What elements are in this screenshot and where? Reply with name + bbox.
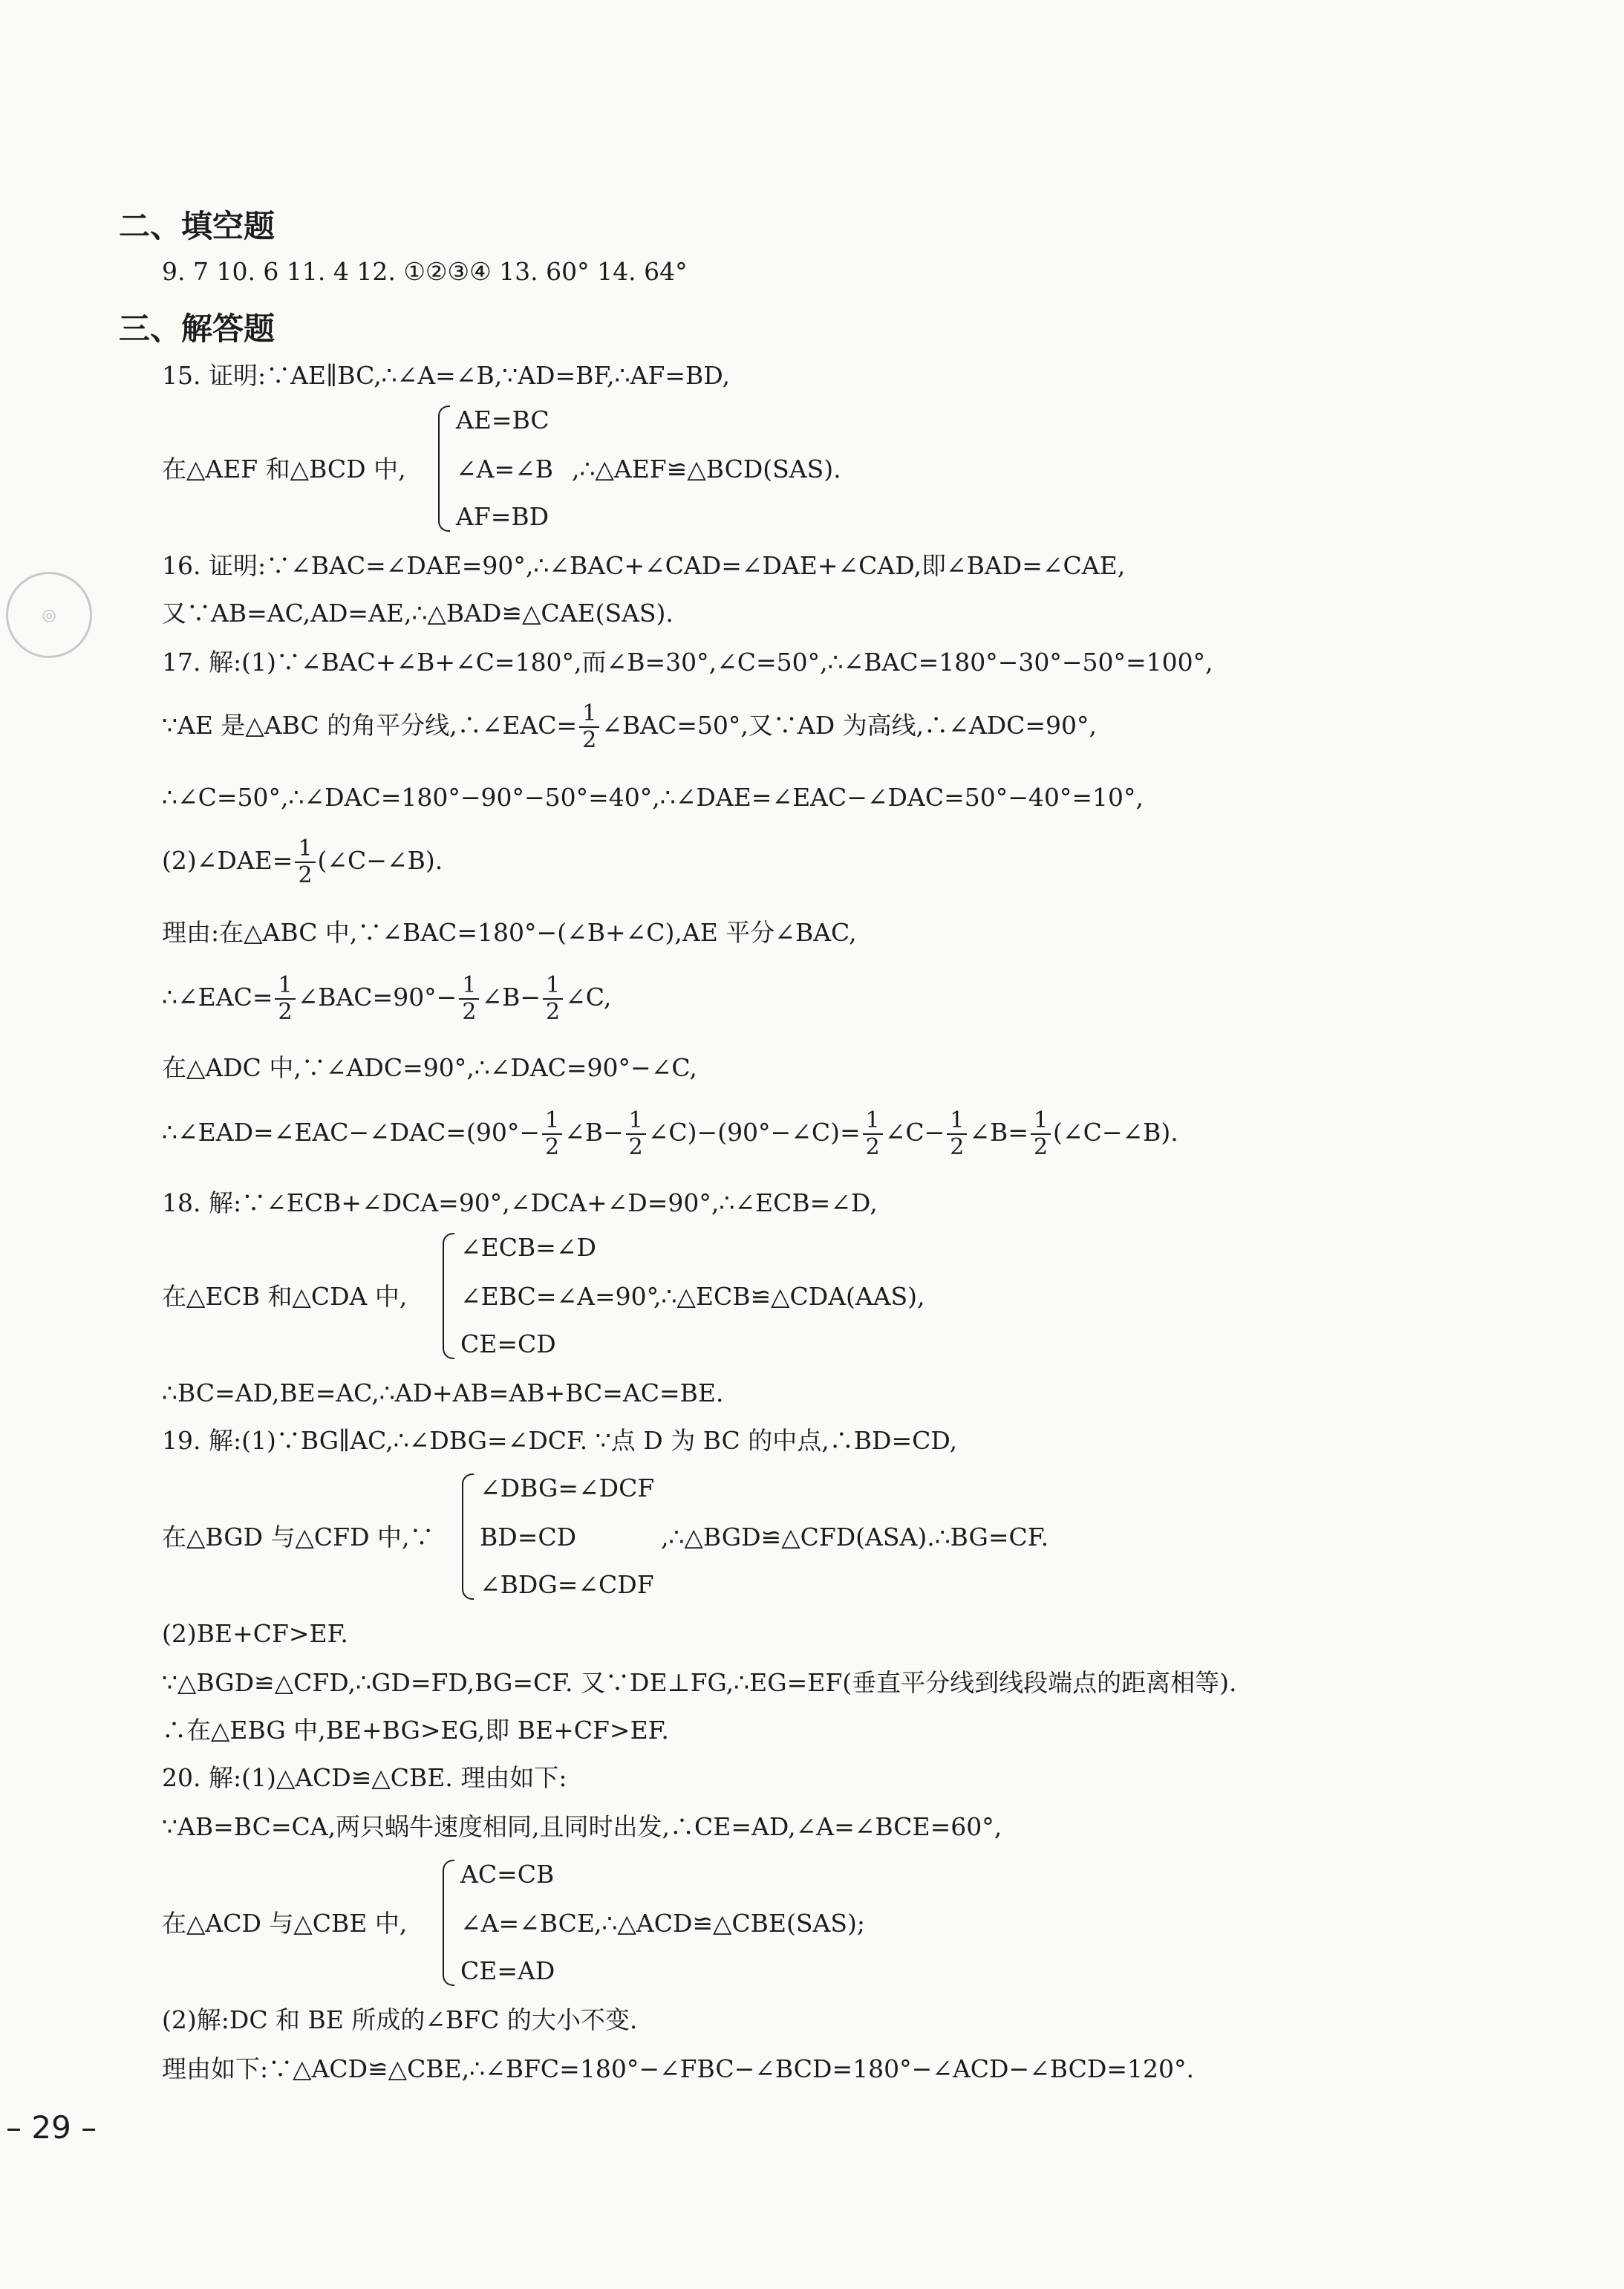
p17-line-5: 理由:在△ABC 中,∵∠BAC=180°−(∠B+∠C),AE 平分∠BAC, xyxy=(162,918,857,947)
p18-system-row: ∠EBC=∠A=90° xyxy=(460,1282,659,1311)
section-heading-fill-in: 二、填空题 xyxy=(119,208,275,244)
p17-line-7: 在△ADC 中,∵∠ADC=90°,∴∠DAC=90°−∠C, xyxy=(162,1053,697,1082)
p17-line-4 xyxy=(162,836,443,888)
fraction-half: $\frac{1}{2}$ xyxy=(863,1108,883,1160)
fraction-half: $\frac{1}{2}$ xyxy=(1031,1108,1051,1160)
p19-system-row: ∠BDG=∠CDF xyxy=(480,1570,654,1599)
p19-line-1: 19. 解:(1)∵BG∥AC,∴∠DBG=∠DCF. ∵点 D 为 BC 的中点,∴BD=CD, xyxy=(162,1426,958,1455)
p19-line-4: ∴在△EBG 中,BE+BG>EG,即 BE+CF>EF. xyxy=(162,1716,669,1745)
fraction-half: $\frac{1}{2}$ xyxy=(295,836,315,888)
p20-line-3: (2)解:DC 和 BE 所成的∠BFC 的大小不变. xyxy=(162,2005,638,2034)
p17-line-1: 17. 解:(1)∵∠BAC+∠B+∠C=180°,而∠B=30°,∠C=50°,∴∠BAC=180°−30°−50°=100°, xyxy=(162,648,1213,677)
p18-system-row: ∠ECB=∠D xyxy=(460,1233,596,1262)
p15-system-row: ∠A=∠B xyxy=(456,455,554,483)
p19-conclusion: ,∴△BGD≌△CFD(ASA).∴BG=CF. xyxy=(661,1523,1049,1551)
p19-system-intro: 在△BGD 与△CFD 中,∵ xyxy=(162,1523,434,1551)
p20-line-4: 理由如下:∵△ACD≌△CBE,∴∠BFC=180°−∠FBC−∠BCD=180°−∠ACD−∠BCD=120°. xyxy=(162,2054,1194,2083)
p18-line-1: 18. 解:∵∠ECB+∠DCA=90°,∠DCA+∠D=90°,∴∠ECB=∠D, xyxy=(162,1188,878,1217)
watermark-stamp: ◎ xyxy=(0,564,100,666)
p16-line-2: 又∵AB=AC,AD=AE,∴△BAD≌△CAE(SAS). xyxy=(162,599,674,628)
p18-system-intro: 在△ECB 和△CDA 中, xyxy=(162,1282,408,1311)
p15-system-row: AE=BC xyxy=(456,406,550,434)
p20-system-intro: 在△ACD 与△CBE 中, xyxy=(162,1909,408,1938)
p20-line-2: ∵AB=BC=CA,两只蜗牛速度相同,且同时出发,∴CE=AD,∠A=∠BCE=60°, xyxy=(162,1812,1002,1841)
fraction-half: $\frac{1}{2}$ xyxy=(542,1108,562,1160)
p20-system-row: ∠A=∠BCE xyxy=(460,1909,595,1938)
p17-text: (∠C−∠B). xyxy=(317,846,443,875)
p17-text: ∵AE 是△ABC 的角平分线,∴∠EAC= xyxy=(162,711,578,740)
fraction-half: $\frac{1}{2}$ xyxy=(275,973,295,1025)
p19-line-3: ∵△BGD≌△CFD,∴GD=FD,BG=CF. 又∵DE⊥FG,∴EG=EF(垂直平分线到线段端点的距离相等). xyxy=(162,1668,1237,1697)
p15-system-row: AF=BD xyxy=(456,502,550,531)
fraction-half: $\frac{1}{2}$ xyxy=(543,973,563,1025)
p17-line-2 xyxy=(162,701,1097,753)
fraction-half: $\frac{1}{2}$ xyxy=(626,1108,646,1160)
p15-line-1: 15. 证明:∵AE∥BC,∴∠A=∠B,∵AD=BF,∴AF=BD, xyxy=(162,361,731,390)
p18-line-2: ∴BC=AD,BE=AC,∴AD+AB=AB+BC=AC=BE. xyxy=(162,1378,724,1407)
p20-conclusion: ,∴△ACD≌△CBE(SAS); xyxy=(594,1909,865,1938)
p20-system-row: CE=AD xyxy=(460,1956,555,1985)
p17-line-6: ∴∠EAC= $\frac{1}{2}$ ∠BAC=90°− $\frac{1}{2}$ ∠B− $\frac{1}{2}$ ∠C, xyxy=(162,972,612,1025)
p17-line-3: ∴∠C=50°,∴∠DAC=180°−90°−50°=40°,∴∠DAE=∠EAC−∠DAC=50°−40°=10°, xyxy=(162,783,1144,812)
p18-system-row: CE=CD xyxy=(460,1329,556,1358)
p20-line-1: 20. 解:(1)△ACD≌△CBE. 理由如下: xyxy=(162,1763,567,1792)
p18-conclusion: ,∴△ECB≌△CDA(AAS), xyxy=(653,1282,925,1311)
fraction-half: $\frac{1}{2}$ xyxy=(947,1108,967,1160)
fill-in-answers: 9. 7 10. 6 11. 4 12. ①②③④ 13. 60° 14. 64° xyxy=(162,257,688,286)
p19-system-row: ∠DBG=∠DCF xyxy=(480,1474,655,1502)
fraction-half: $\frac{1}{2}$ xyxy=(579,701,599,753)
p17-text: (2)∠DAE= xyxy=(162,846,293,875)
p15-conclusion: ,∴△AEF≌△BCD(SAS). xyxy=(572,455,841,483)
p15-system-intro: 在△AEF 和△BCD 中, xyxy=(162,455,406,483)
p17-line-8: ∴∠EAD=∠EAC−∠DAC=(90°− $\frac{1}{2}$ ∠B− $\frac{1}{2}$ ∠C)−(90°−∠C)= $\frac{1}{2}$ ∠C− $\frac{1}{2}$ ∠B= $\frac{1}{2}$ (∠C−∠B). xyxy=(162,1107,1178,1160)
page-number: – 29 – xyxy=(6,2109,97,2146)
p19-system-row: BD=CD xyxy=(480,1523,577,1551)
p16-line-1: 16. 证明:∵∠BAC=∠DAE=90°,∴∠BAC+∠CAD=∠DAE+∠CAD,即∠BAD=∠CAE, xyxy=(162,551,1126,580)
section-heading-solutions: 三、解答题 xyxy=(119,310,275,347)
p20-system-row: AC=CB xyxy=(460,1860,555,1889)
p17-text: ∠BAC=50°,又∵AD 为高线,∴∠ADC=90°, xyxy=(601,711,1097,740)
p19-line-2: (2)BE+CF>EF. xyxy=(162,1619,348,1648)
fraction-half: $\frac{1}{2}$ xyxy=(459,973,479,1025)
